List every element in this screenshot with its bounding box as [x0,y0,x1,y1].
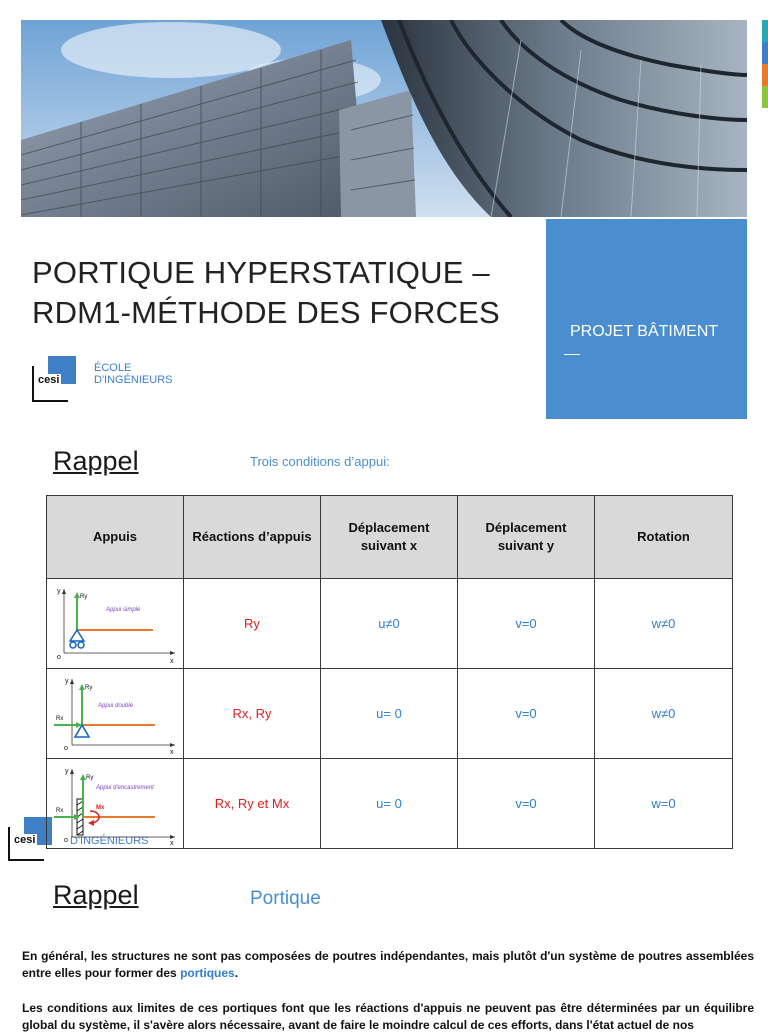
table-row [47,759,733,849]
mx-label: Mx [96,804,105,811]
displacement-y-cell: v=0 [458,669,595,759]
simple-support-diagram [50,583,180,665]
axis-x-label: x [170,839,174,845]
rx-label: Rx [56,715,64,722]
axis-y-label: y [57,587,61,595]
origin-label: o [64,836,68,844]
pinned-support-diagram [50,673,180,755]
logo-line-1: ÉCOLE [94,362,132,374]
logo-line-2: D'INGÉNIEURS [94,374,173,386]
column-header: Déplacement suivant x [321,496,458,579]
logo-school-name [94,362,173,386]
support-diagram-cell [47,579,184,669]
origin-label: o [64,744,68,752]
support-diagram-cell [47,669,184,759]
axis-x-label: x [170,657,174,665]
paragraph-text: En général, les structures ne sont pas composées de poutres indépendantes, mais plutôt d'un système de poutres assemblées entre elles pour former des [22,949,754,980]
logo-brand: cesi [14,834,36,846]
diagram-caption: Appui simple [106,606,141,613]
axis-x-label: x [170,748,174,755]
fixed-support-diagram [50,763,180,845]
axis-y-label: y [65,677,69,685]
reactions-cell: Ry [184,579,321,669]
hero-banner-image [21,20,747,217]
ry-label: Ry [80,593,88,600]
rotation-cell: w=0 [595,759,733,849]
logo-line-2: D'INGÉNIEURS [70,835,149,847]
cesi-logo [32,356,173,402]
reactions-cell: Rx, Ry et Mx [184,759,321,849]
paragraph [22,948,754,982]
title-line-1: PORTIQUE HYPERSTATIQUE – [32,255,490,290]
table-row [47,669,733,759]
subtitle-panel [546,219,747,419]
displacement-x-cell: u≠0 [321,579,458,669]
rx-label: Rx [56,807,64,814]
support-diagram-cell [47,759,184,849]
displacement-x-cell: u= 0 [321,669,458,759]
section-subheading: Trois conditions d’appui: [250,454,390,469]
column-header: Rotation [595,496,733,579]
subtitle-underline [564,354,580,355]
reactions-cell: Rx, Ry [184,669,321,759]
displacement-y-cell: v=0 [458,759,595,849]
section-subheading: Portique [250,888,321,909]
diagram-caption: Appui double [98,702,134,709]
support-conditions-table [46,495,733,849]
table-header-row [47,496,733,579]
rotation-cell: w≠0 [595,579,733,669]
rotation-cell: w≠0 [595,669,733,759]
table-row [47,579,733,669]
accent-color-strip [762,20,768,108]
logo-bracket [8,827,44,861]
column-header: Déplacement suivant y [458,496,595,579]
ry-label: Ry [85,684,93,691]
axis-y-label: y [65,767,69,775]
section-heading: Rappel [53,880,139,910]
paragraph-text: . [234,966,239,980]
title-line-2: RDM1-MÉTHODE DES FORCES [32,295,500,330]
subtitle-text: PROJET BÂTIMENT [570,323,719,340]
diagram-caption: Appui d'encastrement [96,784,154,791]
section-heading: Rappel [53,446,139,476]
column-header: Appuis [47,496,184,579]
column-header: Réactions d’appuis [184,496,321,579]
logo-brand: cesi [38,374,60,386]
displacement-x-cell: u= 0 [321,759,458,849]
presentation-title [32,253,532,333]
paragraph: Les conditions aux limites de ces portiques font que les réactions d'appuis ne peuvent pas être déterminées par un équilibre global du système, il s'avère alors nécessaire, avant de faire le moindre calcul de ces efforts, dans l'état actuel de nos [22,1001,754,1032]
origin-label: o [57,653,61,661]
displacement-y-cell: v=0 [458,579,595,669]
portiques-link[interactable]: portiques [180,966,235,980]
ry-label: Ry [86,774,94,781]
